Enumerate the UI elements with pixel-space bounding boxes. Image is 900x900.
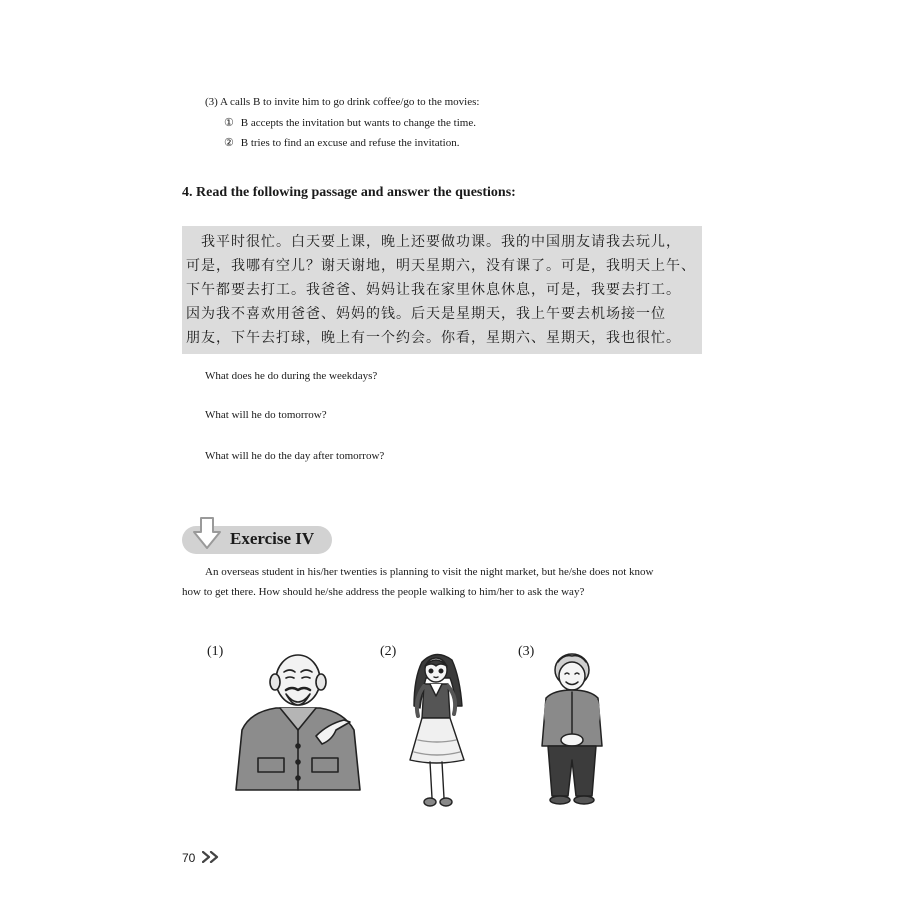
down-arrow-icon (192, 516, 222, 557)
page-number: 70 (182, 851, 196, 865)
chinese-passage-box (182, 226, 702, 354)
exercise-paragraph-line-1: An overseas student in his/her twenties is planning to visit the night market, but he/she does not know (205, 566, 654, 578)
passage-line: 因为我不喜欢用爸爸、妈妈的钱。后天是星期天，我上午要去机场接一位 (186, 306, 666, 322)
exercise-paragraph-line-2: how to get there. How should he/she address the people walking to him/her to ask the way? (182, 586, 585, 598)
section-4-heading: 4. Read the following passage and answer the questions: (182, 185, 516, 200)
elderly-man-illustration (232, 650, 364, 795)
scenario-3-option-2 (224, 136, 459, 149)
elderly-woman-illustration (534, 650, 610, 810)
passage-line: 我平时很忙。白天要上课，晚上还要做功课。我的中国朋友请我去玩儿， (186, 234, 681, 250)
passage-line: 朋友，下午去打球，晚上有一个约会。你看，星期六、星期天，我也很忙。 (186, 330, 681, 346)
question-day-after-tomorrow: What will he do the day after tomorrow? (205, 450, 385, 462)
option-text: B accepts the invitation but wants to change the time. (240, 117, 476, 129)
double-chevron-right-icon (202, 851, 220, 863)
passage-line: 下午都要去打工。我爸爸、妈妈让我在家里休息休息，可是，我要去打工。 (186, 282, 681, 298)
question-weekdays: What does he do during the weekdays? (205, 370, 378, 382)
passage-line: 可是，我哪有空儿？谢天谢地，明天星期六，没有课了。可是，我明天上午、 (186, 258, 696, 274)
exercise-banner (182, 526, 332, 554)
scenario-3-option-1 (224, 116, 476, 129)
question-tomorrow: What will he do tomorrow? (205, 409, 327, 421)
young-girl-illustration (404, 648, 470, 813)
exercise-title: Exercise IV (230, 529, 315, 548)
scenario-3-line: (3) A calls B to invite him to go drink coffee/go to the movies: (205, 96, 480, 108)
option-text: B tries to find an excuse and refuse the invitation. (240, 137, 460, 149)
option-marker: ① (224, 117, 234, 129)
picture-label-1: (1) (207, 644, 224, 659)
option-marker: ② (224, 137, 234, 149)
picture-label-3: (3) (518, 644, 535, 659)
picture-label-2: (2) (380, 644, 397, 659)
